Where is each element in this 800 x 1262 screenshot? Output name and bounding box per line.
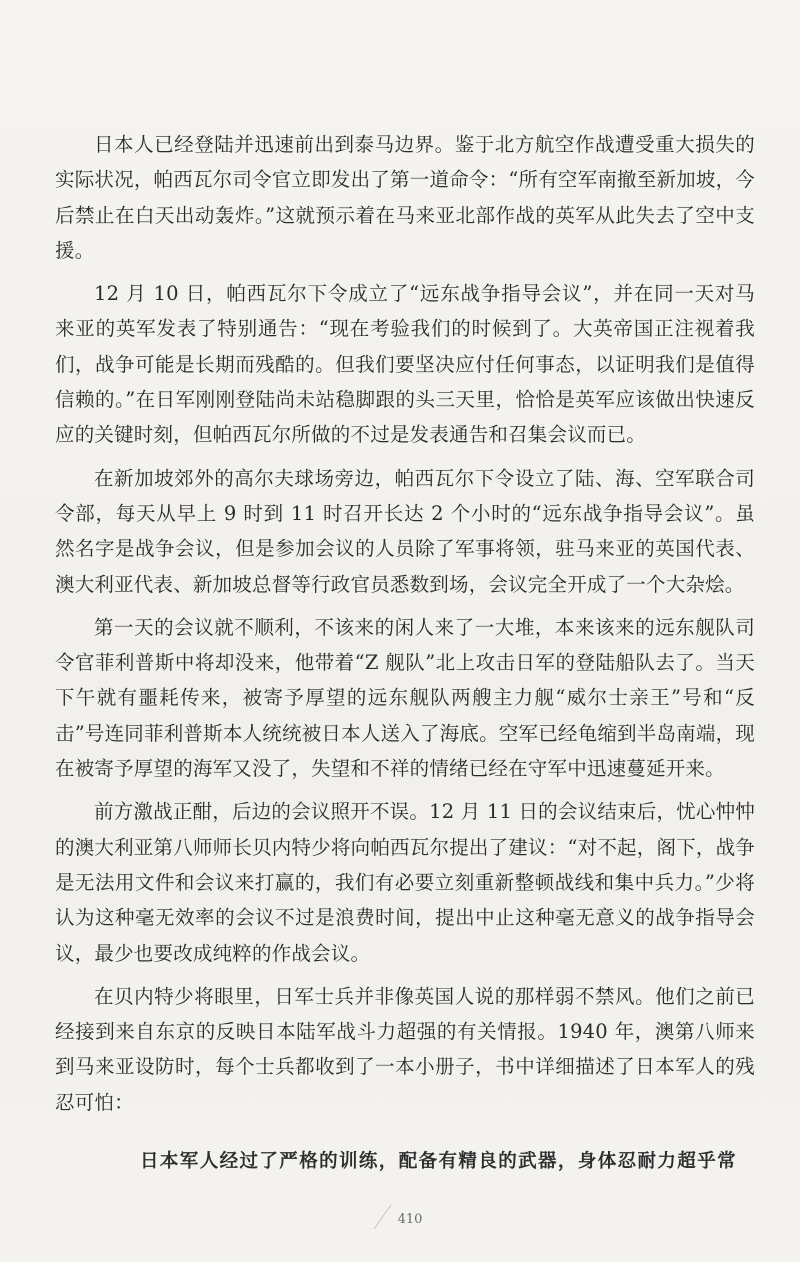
paragraph-3: 在新加坡郊外的高尔夫球场旁边，帕西瓦尔下令设立了陆、海、空军联合司令部，每天从早上 9 时到 11 时召开长达 2 个小时的“远东战争指导会议”。虽然名字是战争会议，但是参加会议的人员除了军事将领，驻马来亚的英国代表、澳大利亚代表、新加坡总督等行政官员悉数到场，会议完全开成了一个大杂烩。	[55, 466, 755, 596]
paragraph-5: 前方激战正酣，后边的会议照开不误。12 月 11 日的会议结束后，忧心忡忡的澳大利亚第八师师长贝内特少将向帕西瓦尔提出了建议：“对不起，阁下，战争是无法用文件和会议来打赢的，我们有必要立刻重新整顿战线和集中兵力。”少将认为这种毫无效率的会议不过是浪费时间，提出中止这种毫无意义的战争指导会议，最少也要改成纯粹的作战会议。	[55, 800, 755, 965]
block-quote: 日本军人经过了严格的训练，配备有精良的武器，身体忍耐力超乎常	[140, 1151, 738, 1172]
body-text	[55, 127, 755, 1128]
paragraph-1: 日本人已经登陆并迅速前出到泰马边界。鉴于北方航空作战遭受重大损失的实际状况，帕西瓦尔司令官立即发出了第一道命令：“所有空军南撤至新加坡，今后禁止在白天出动轰炸。”这就预示着在马来亚北部作战的英军从此失去了空中支援。	[55, 133, 755, 262]
paragraph-6: 在贝内特少将眼里，日军士兵并非像英国人说的那样弱不禁风。他们之前已经接到来自东京的反映日本陆军战斗力超强的有关情报。1940 年，澳第八师来到马来亚设防时，每个士兵都收到了一本小册子，书中详细描述了日本军人的残忍可怕：	[55, 984, 755, 1114]
paragraph-2: 12 月 10 日，帕西瓦尔下令成立了“远东战争指导会议”，并在同一天对马来亚的英军发表了特别通告：“现在考验我们的时候到了。大英帝国正注视着我们，战争可能是长期而残酷的。但我们要坚决应付任何事态，以证明我们是值得信赖的。”在日军刚刚登陆尚未站稳脚跟的头三天里，恰恰是英军应该做出快速反应的关键时刻，但帕西瓦尔所做的不过是发表通告和召集会议而已。	[55, 282, 755, 447]
paragraph-4: 第一天的会议就不顺利，不该来的闲人来了一大堆，本来该来的远东舰队司令官菲利普斯中将却没来，他带着“Z 舰队”北上攻击日军的登陆船队去了。当天下午就有噩耗传来，被寄予厚望的远东舰队两艘主力舰“威尔士亲王”号和“反击”号连同菲利普斯本人统统被日本人送入了海底。空军已经龟缩到半岛南端，现在被寄予厚望的海军又没了，失望和不祥的情绪已经在守军中迅速蔓延开来。	[55, 615, 755, 781]
page-number: 410	[397, 1212, 423, 1227]
